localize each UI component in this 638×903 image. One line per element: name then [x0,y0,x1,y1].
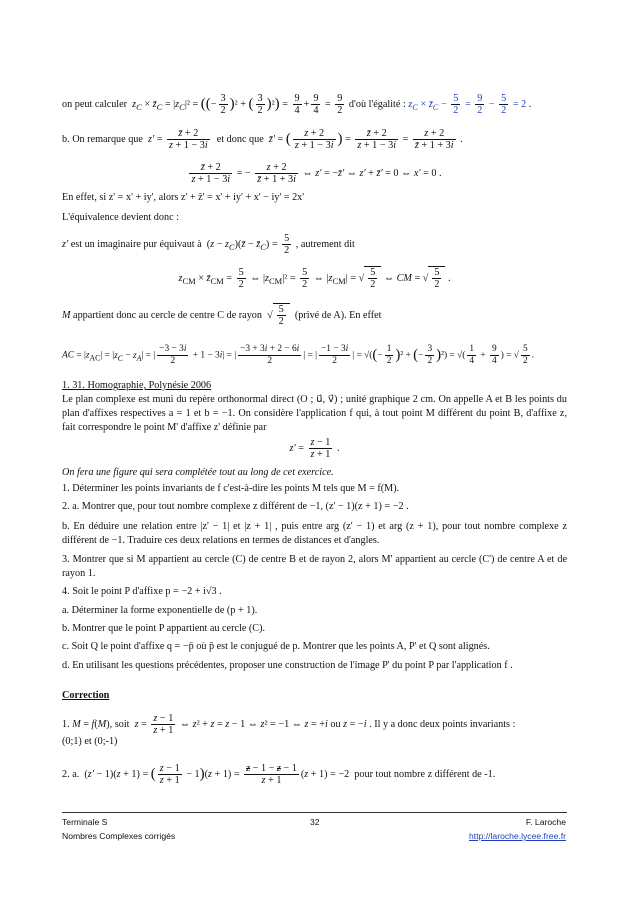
circle-line: M appartient donc au cercle de centre C de rayon √ $\frac{5}{2}$ (privé de A). En effet [62,304,382,327]
correction-heading: Correction [62,690,110,701]
question-4: 4. Soit le point P d'affixe p = −2 + i√3 . [62,586,222,597]
correction-1: 1. M = f(M), soit z = $\frac{z - 1}{z + 1}$ ⇔ z² + z = z − 1 ⇔ z² = −1 ⇔ z = +i ou z = −i . Il y a donc deux points invariants : [62,713,516,736]
correction-2a: 2. a. (z' − 1)(z + 1) = ( $\frac{z - 1}{z + 1}$ − 1)(z + 1) = $\frac{z - 1 - z - 1}{z + 1}$ (z + 1) = −2 pour tout nombre z différent de -1. [62,763,496,786]
question-1: 1. Déterminer les points invariants de f c'est-à-dire les points M tels que M = f(M). [62,483,400,494]
correction-1-points: (0;1) et (0;-1) [62,736,118,747]
definition-formula: z' = $\frac{z - 1}{z + 1}$ . [289,437,340,460]
question-2a: 2. a. Montrer que, pour tout nombre complexe z différent de −1, (z' − 1)(z + 1) = −2 . [62,501,409,512]
question-4d: d. En utilisant les questions précédentes, proposer une construction de l'image P' du point P par l'application f . [62,660,513,671]
website-link[interactable]: http://laroche.lycee.free.fr [469,831,566,841]
footer-link[interactable] [469,830,566,842]
text-line: L'équivalence devient donc : [62,212,179,223]
equivalence-line: $\frac{z̄ + 2}{z + 1 - 3i}$ = − $\frac{z + 2}{z̄ + 1 + 3i}$ ⇔ z' = −z̄' ⇔ z' + z̄' = 0 ⇔ x' = 0 . [191,162,442,185]
page-number: 32 [310,817,320,827]
section-title: 1. 31. Homographie, Polynésie 2006 [62,380,212,391]
footer-rule [62,812,567,813]
footer-author: F. Laroche [525,817,566,827]
footer-subject: Nombres Complexes corrigés [62,831,176,841]
modulus-line: $z_{CM}$ × $z̄_{CM}$ = $\frac{5}{2}$ ⇔ $|z_{CM}|^2$ = $\frac{5}{2}$ ⇔ $|z_{CM}|$ = √ $\frac{5}{2}$ ⇔ CM = √ $\frac{5}{2}$ . [178,267,451,290]
question-4c: c. Soit Q le point d'affixe q = −p̄ où p̄ est le conjugué de p. Montrer que les points A, P' et Q sont alignés. [62,641,490,652]
calc-line: on peut calculer $z_C$ × $z̄_C = |z_C|^2$ = ((− $\frac{3}{2}$ )² + ( $\frac{3}{2}$ )²) = $\frac{9}{4}$ + $\frac{9}{4}$ = $\frac{9}{2}$ d'où l'égalité : $z_C$ × $z̄_C$ − $\frac{5}{2}$ = $\frac{9}{2}$ − $\frac{5}{2}$ = 2 . [62,93,532,116]
remark-line: b. On remarque que z' = $\frac{z̄ + 2}{z + 1 - 3i}$ et donc que z̄' = ( $\frac{z + 2}{z + 1 - 3i}$ ) = $\frac{z̄ + 2}{z + 1 - 3i}$ = $\frac{z + 2}{z̄ + 1 + 3i}$ . [62,128,463,151]
text-line: En effet, si z' = x' + iy', alors z' + z̄' = x' + iy' + x' − iy' = 2x' [62,192,305,203]
exercise-statement: Le plan complexe est muni du repère orthonormal direct (O ; u⃗, v⃗) ; unité graphique 2 cm. On appelle A et B les points du plan d'affixes respectives a = 1 et b = −1. On considère l'application f qui, à tout point M différent du point B, d'affixe z, fait correspondre le point M' d'affixe z' définie par [62,394,567,433]
question-2b: b. En déduire une relation entre |z' − 1| et |z + 1| , puis entre arg (z' − 1) et arg (z + 1), pour tout nombre complexe z différent de −1. Traduire ces deux relations en termes de distances et d'angles. [62,521,567,546]
ac-line: AC = $|z_{AC}| = |z_C - z_A|$ = | $\frac{-3 - 3i}{2}$ + 1 − 3i| = | $\frac{-3 + 3i + 2 - 6i}{2}$ | = | $\frac{-1 - 3i}{2}$ | = √((− $\frac{1}{2}$ )² + (− $\frac{3}{2}$ )²) = √( $\frac{1}{4}$ + $\frac{9}{4}$ ) = √ $\frac{5}{2}$ . [62,344,534,366]
footer-course: Terminale S [62,817,108,827]
question-3: 3. Montrer que si M appartient au cercle (C) de centre B et de rayon 2, alors M' appartient au cercle (C') de centre A et de rayon 1. [62,554,567,579]
question-4b: b. Montrer que le point P appartient au cercle (C). [62,623,266,634]
instruction-note: On fera une figure qui sera complétée tout au long de cet exercice. [62,467,334,478]
pure-imaginary-line: z' est un imaginaire pur équivaut à $(z - z_C)(z̄$ − $z̄_C$) = $\frac{5}{2}$ , autrement dit [62,233,355,256]
question-4a: a. Déterminer la forme exponentielle de (p + 1). [62,605,258,616]
